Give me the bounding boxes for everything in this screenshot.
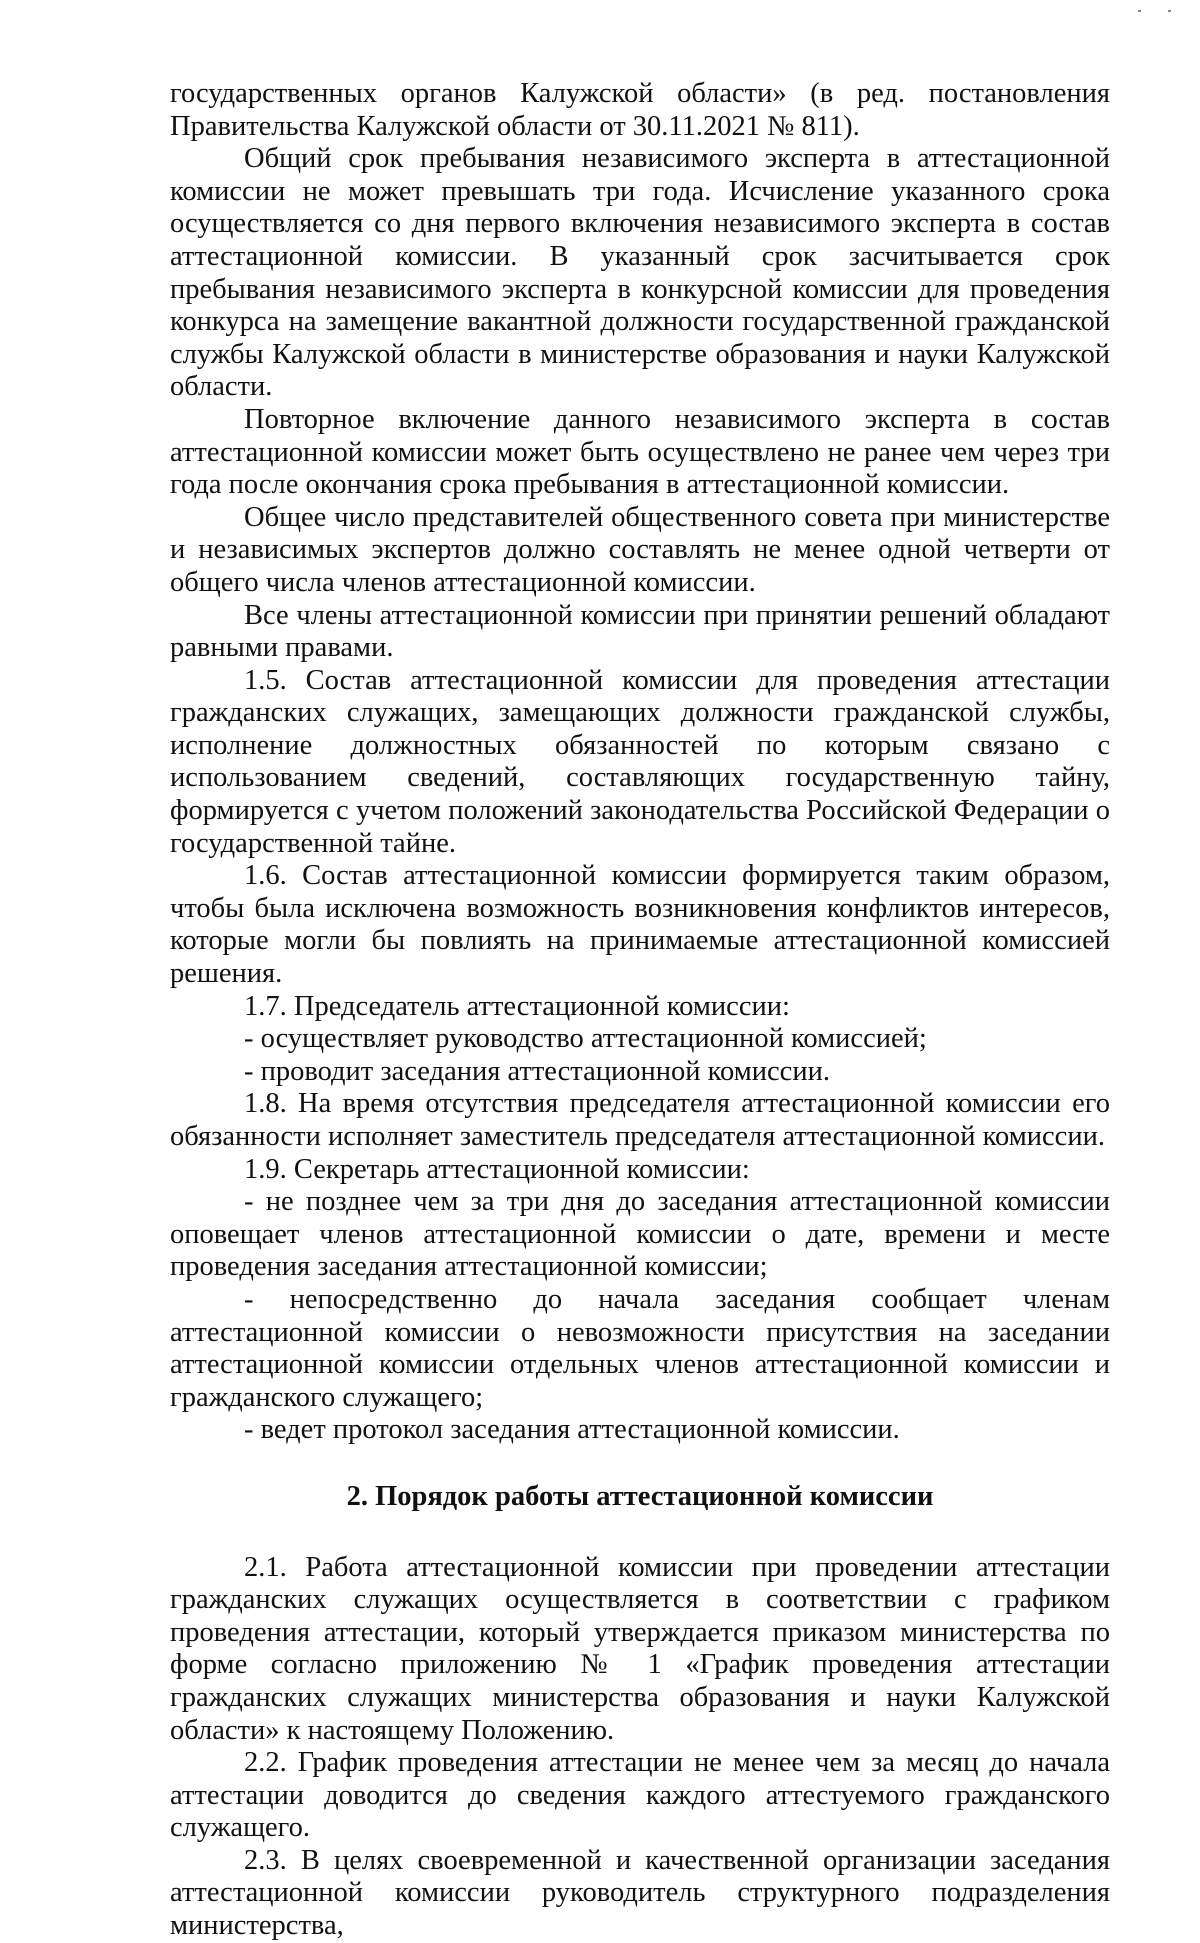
paragraph: 2.1. Работа аттестационной комиссии при проведении аттестации гражданских служащих осуществляется в соответствии с графиком проведения аттестации, который утверждается приказом министерства по форме согласно приложению № 1 «График проведения аттестации гражданских служащих министерства образования и науки Калужской области» к настоящему Положению. (170, 1551, 1110, 1746)
list-item: - ведет протокол заседания аттестационной комиссии. (244, 1414, 900, 1446)
list-item: - проводит заседания аттестационной комиссии. (244, 1055, 830, 1087)
paragraph: 2.2. График проведения аттестации не менее чем за месяц до начала аттестации доводится до сведения каждого аттестуемого гражданского служащего. (170, 1747, 1110, 1844)
paragraph: 1.8. На время отсутствия председателя аттестационной комиссии его обязанности исполняет заместитель председателя аттестационной комиссии. (170, 1088, 1110, 1152)
paragraph: Повторное включение данного независимого эксперта в состав аттестационной комиссии может быть осуществлено не ранее чем через три года после окончания срока пребывания в аттестационной комиссии. (170, 403, 1110, 501)
paragraph: 1.9. Секретарь аттестационной комиссии: (244, 1153, 750, 1185)
scan-mark (1138, 10, 1141, 12)
paragraph: Все члены аттестационной комиссии при принятии решений обладают равными правами. (170, 599, 1110, 664)
section-heading: 2. Порядок работы аттестационной комиссии (346, 1480, 934, 1512)
paragraph: 1.7. Председатель аттестационной комиссии: (244, 990, 790, 1022)
paragraph: Общий срок пребывания независимого эксперта в аттестационной комиссии не может превышать три года. Исчисление указанного срока осуществляется со дня первого включения независимого эксперта в состав аттестационной комиссии. В указанный срок засчитывается срок пребывания независимого эксперта в конкурсной комиссии для проведения конкурса на замещение вакантной должности государственной гражданской службы Калужской области в министерстве образования и науки Калужской области. (170, 143, 1110, 403)
list-item: - не позднее чем за три дня до заседания аттестационной комиссии оповещает членов аттестационной комиссии о дате, времени и месте проведения заседания аттестационной комиссии; (170, 1186, 1110, 1283)
paragraph: Общее число представителей общественного совета при министерстве и независимых экспертов должно составлять не менее одной четверти от общего числа членов аттестационной комиссии. (170, 501, 1110, 598)
paragraph: 1.6. Состав аттестационной комиссии формируется таким образом, чтобы была исключена возможность возникновения конфликтов интересов, которые могли бы повлиять на принимаемые аттестационной комиссией решения. (170, 860, 1110, 990)
list-item: - непосредственно до начала заседания сообщает членам аттестационной комиссии о невозможности присутствия на заседании аттестационной комиссии отдельных членов аттестационной комиссии и гражданского служащего; (170, 1283, 1110, 1413)
list-item: - осуществляет руководство аттестационной комиссией; (244, 1023, 927, 1055)
paragraph: 1.5. Состав аттестационной комиссии для проведения аттестации гражданских служащих, замещающих должности гражданской службы, исполнение должностных обязанностей по которым связано с использованием сведений, составляющих государственную тайну, формируется с учетом положений законодательства Российской Федерации о государственной тайне. (170, 664, 1110, 859)
scan-mark (1168, 10, 1171, 12)
paragraph: 2.3. В целях своевременной и качественной организации заседания аттестационной комиссии руководитель структурного подразделения министерства, (170, 1844, 1110, 1942)
paragraph: государственных органов Калужской области» (в ред. постановления Правительства Калужской области от 30.11.2021 № 811). (170, 78, 1110, 142)
